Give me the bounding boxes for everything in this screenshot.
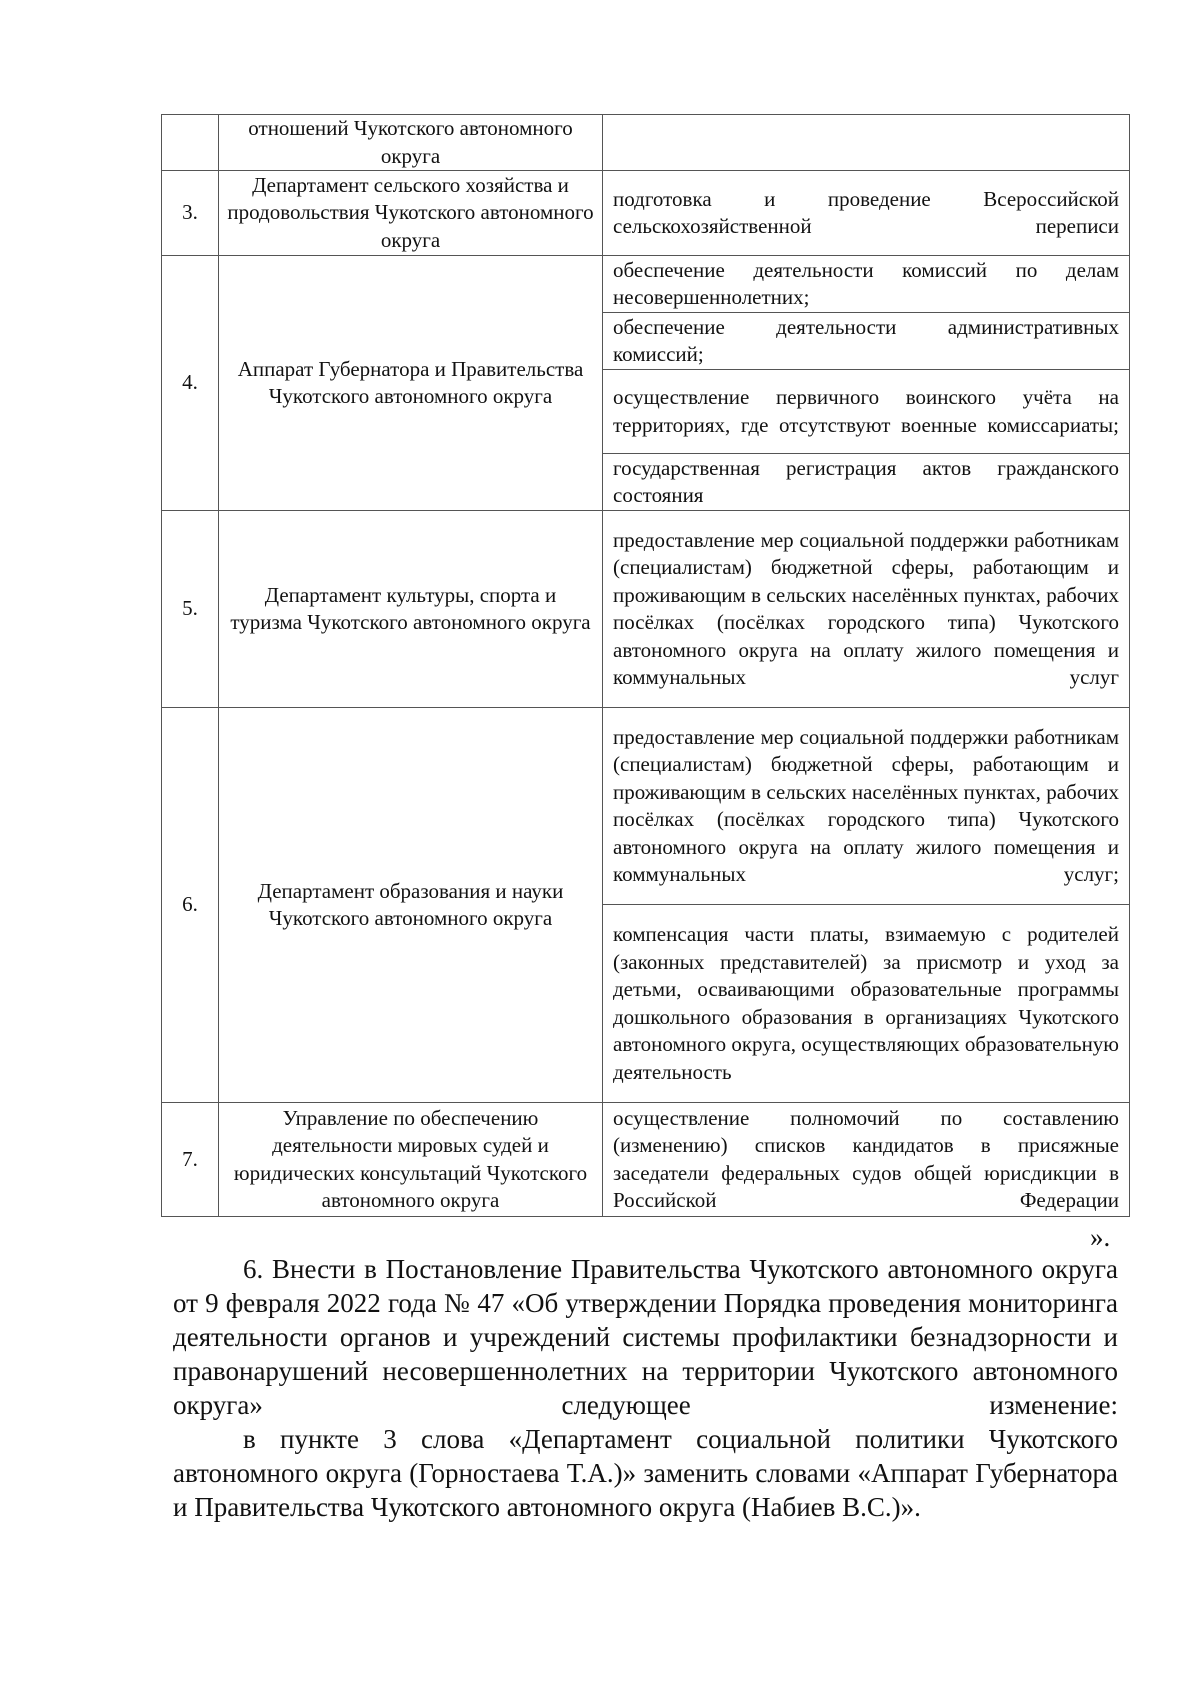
closing-quote-mark: ». bbox=[1090, 1222, 1111, 1252]
table-row bbox=[162, 115, 1130, 171]
department-name: Департамент культуры, спорта и туризма Чукотского автономного округа bbox=[219, 511, 603, 708]
row-number bbox=[162, 115, 219, 171]
row-number: 4. bbox=[162, 256, 219, 511]
department-name: Департамент сельского хозяйства и продовольствия Чукотского автономного округа bbox=[219, 171, 603, 256]
row-number: 5. bbox=[162, 511, 219, 708]
department-name: Управление по обеспечению деятельности мировых судей и юридических консультаций Чукотского автономного округа bbox=[219, 1103, 603, 1217]
paragraph-item-6: 6. Внести в Постановление Правительства Чукотского автономного округа от 9 февраля 2022 года № 47 «Об утверждении Порядка проведения мониторинга деятельности органов и учреждений системы профилактики безнадзорности и правонарушений несовершеннолетних на территории Чукотского автономного округа» следующее изменение: bbox=[173, 1254, 1118, 1420]
table-row bbox=[162, 1103, 1130, 1217]
department-name: отношений Чукотского автономного округа bbox=[219, 115, 603, 171]
row-number: 3. bbox=[162, 171, 219, 256]
function-text: подготовка и проведение Всероссийской сельскохозяйственной переписи bbox=[603, 171, 1130, 256]
department-name: Департамент образования и науки Чукотского автономного округа bbox=[219, 708, 603, 1103]
paragraph-amendment: в пункте 3 слова «Департамент социальной политики Чукотского автономного округа (Горностаева Т.А.)» заменить словами «Аппарат Губернатора и Правительства Чукотского автономного округа (Набиев В.С.)». bbox=[173, 1424, 1118, 1522]
table-row bbox=[162, 708, 1130, 905]
function-text: предоставление мер социальной поддержки работникам (специалистам) бюджетной сферы, работающим и проживающим в сельских населённых пунктах, рабочих посёлках (посёлках городского типа) Чукотского автономного округа на оплату жилого помещения и коммунальных услуг bbox=[603, 511, 1130, 708]
table-row bbox=[162, 171, 1130, 256]
function-text: предоставление мер социальной поддержки работникам (специалистам) бюджетной сферы, работающим и проживающим в сельских населённых пунктах, рабочих посёлках (посёлках городского типа) Чукотского автономного округа на оплату жилого помещения и коммунальных услуг; bbox=[603, 708, 1130, 905]
function-text: осуществление полномочий по составлению (изменению) списков кандидатов в присяжные заседатели федеральных судов общей юрисдикции в Российской Федерации bbox=[603, 1103, 1130, 1217]
function-text: компенсация части платы, взимаемую с родителей (законных представителей) за присмотр и уход за детьми, осваивающими образовательные программы дошкольного образования в организациях Чукотского автономного округа, осуществляющих образовательную деятельность bbox=[603, 905, 1130, 1103]
function-text: государственная регистрация актов гражданского состояния bbox=[603, 454, 1130, 511]
function-text bbox=[603, 115, 1130, 171]
function-text: обеспечение деятельности административных комиссий; bbox=[603, 313, 1130, 370]
table-row bbox=[162, 256, 1130, 313]
table-row bbox=[162, 511, 1130, 708]
department-name: Аппарат Губернатора и Правительства Чукотского автономного округа bbox=[219, 256, 603, 511]
function-text: обеспечение деятельности комиссий по делам несовершеннолетних; bbox=[603, 256, 1130, 313]
function-text: осуществление первичного воинского учёта на территориях, где отсутствуют военные комиссариаты; bbox=[603, 370, 1130, 454]
row-number: 6. bbox=[162, 708, 219, 1103]
row-number: 7. bbox=[162, 1103, 219, 1217]
functions-table bbox=[161, 114, 1130, 1217]
